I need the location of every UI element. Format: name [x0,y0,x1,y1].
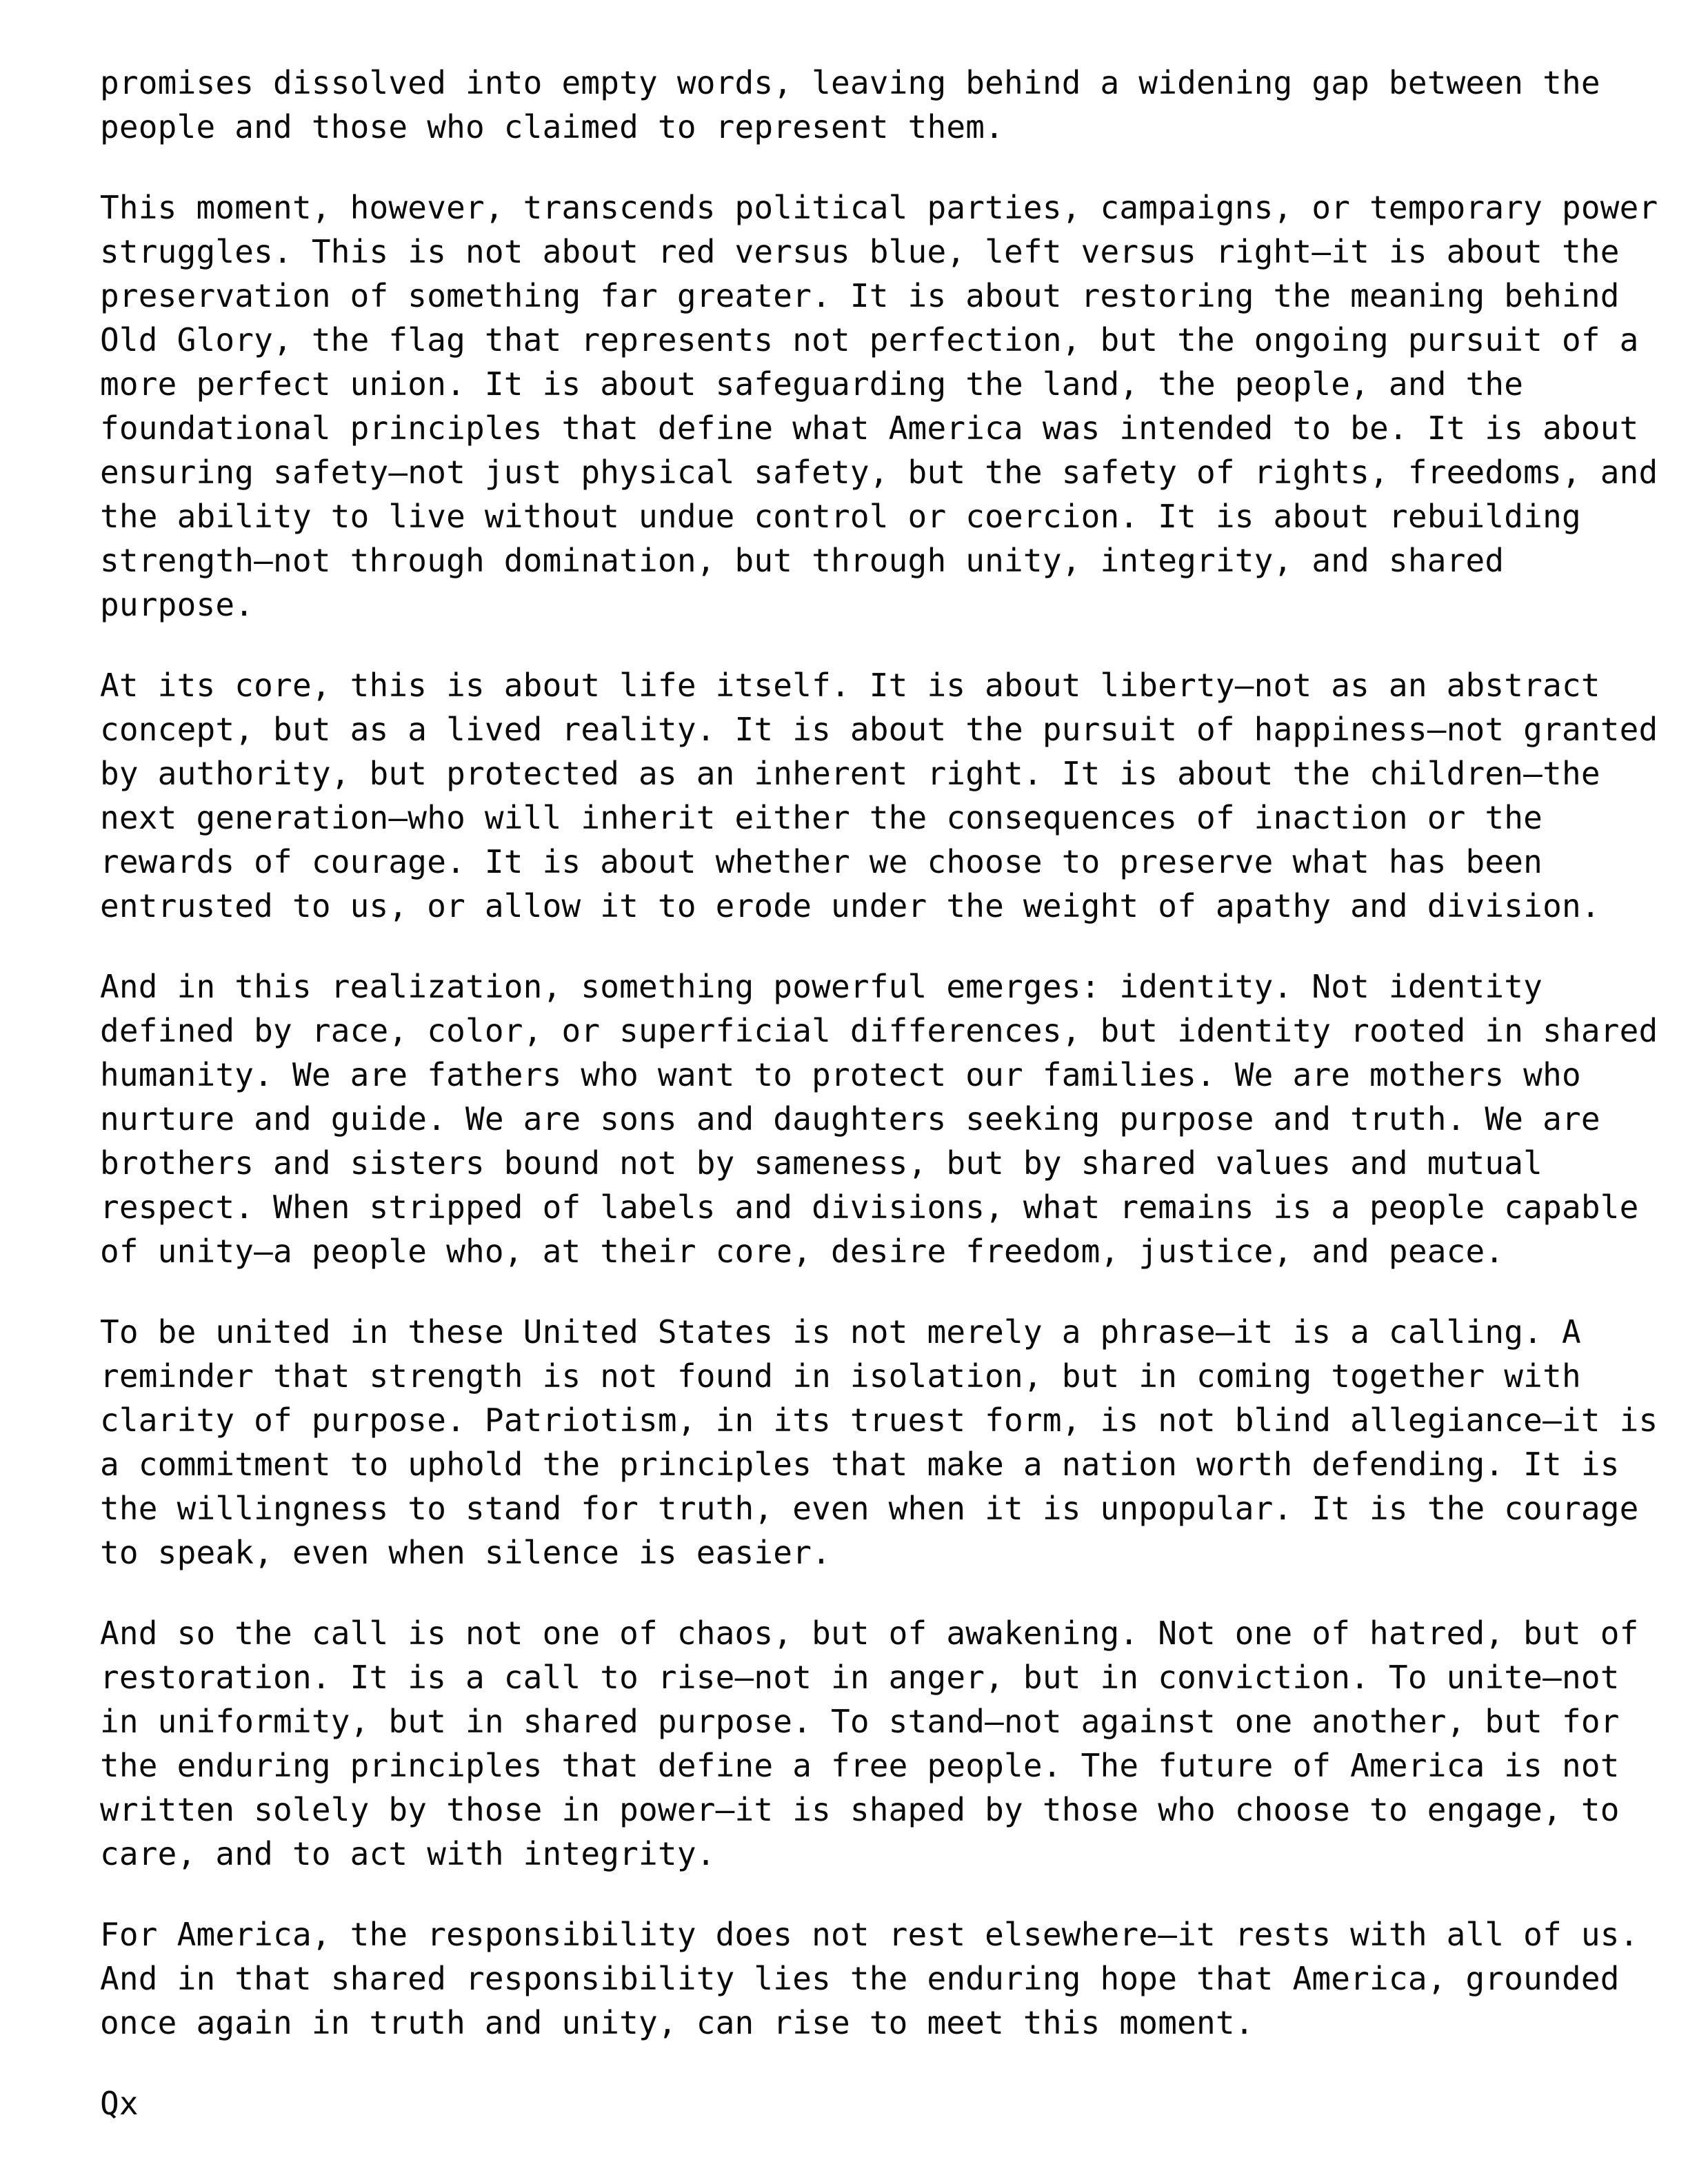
text-line: promises dissolved into empty words, leaving behind a widening gap between the [100,64,1600,101]
text-line: once again in truth and unity, can rise to meet this moment. [100,2004,1254,2041]
text-line: concept, but as a lived reality. It is about the pursuit of happiness—not granted [100,711,1658,748]
text-line: the enduring principles that define a free people. The future of America is not [100,1747,1620,1784]
text-line: a commitment to uphold the principles that make a nation worth defending. It is [100,1446,1620,1483]
text-line: written solely by those in power—it is shaped by those who choose to engage, to [100,1791,1620,1828]
text-line: foundational principles that define what America was intended to be. It is about [100,410,1639,447]
paragraph [100,61,1674,149]
paragraph [100,1912,1674,2045]
text-line: rewards of courage. It is about whether we choose to preserve what has been [100,843,1543,880]
text-line: reminder that strength is not found in isolation, but in coming together with [100,1357,1581,1395]
text-line: brothers and sisters bound not by sameness, but by shared values and mutual [100,1144,1543,1182]
text-line: For America, the responsibility does not rest elsewhere—it rests with all of us. [100,1916,1639,1953]
text-line: At its core, this is about life itself. It is about liberty—not as an abstract [100,667,1600,704]
text-line: Old Glory, the flag that represents not perfection, but the ongoing pursuit of a [100,321,1639,358]
text-line: entrusted to us, or allow it to erode under the weight of apathy and division. [100,887,1600,924]
text-line: next generation—who will inherit either the consequences of inaction or the [100,799,1543,836]
text-line: humanity. We are fathers who want to protect our families. We are mothers who [100,1056,1581,1093]
closing-signature: Qx [100,2085,139,2122]
paragraph [100,1310,1674,1575]
text-line: nurture and guide. We are sons and daughters seeking purpose and truth. We are [100,1100,1600,1138]
text-line: And so the call is not one of chaos, but of awakening. Not one of hatred, but of [100,1615,1639,1652]
text-line: the willingness to stand for truth, even when it is unpopular. It is the courage [100,1490,1639,1527]
text-line: to speak, even when silence is easier. [100,1534,831,1571]
text-line: people and those who claimed to represent them. [100,108,1005,145]
text-line: of unity—a people who, at their core, desire freedom, justice, and peace. [100,1233,1505,1270]
text-line: And in that shared responsibility lies the enduring hope that America, grounded [100,1960,1620,1997]
paragraph [100,964,1674,1273]
paragraph [100,185,1674,627]
text-line: purpose. [100,586,254,623]
text-line: in uniformity, but in shared purpose. To stand—not against one another, but for [100,1703,1620,1740]
text-line: preservation of something far greater. It is about restoring the meaning behind [100,277,1620,314]
text-line: respect. When stripped of labels and divisions, what remains is a people capable [100,1189,1639,1226]
document-text [100,61,1674,2045]
text-line: care, and to act with integrity. [100,1835,716,1872]
text-line: ensuring safety—not just physical safety, but the safety of rights, freedoms, and [100,454,1658,491]
paragraph [100,663,1674,928]
text-line: strength—not through domination, but through unity, integrity, and shared [100,542,1505,579]
text-line: clarity of purpose. Patriotism, in its truest form, is not blind allegiance—it is [100,1402,1658,1439]
paragraph [100,1611,1674,1876]
text-line: struggles. This is not about red versus blue, left versus right—it is about the [100,233,1620,270]
text-line: This moment, however, transcends political parties, campaigns, or temporary power [100,189,1658,226]
text-line: the ability to live without undue control or coercion. It is about rebuilding [100,498,1581,535]
text-line: To be united in these United States is not merely a phrase—it is a calling. A [100,1313,1581,1351]
text-line: restoration. It is a call to rise—not in anger, but in conviction. To unite—not [100,1659,1620,1696]
text-line: defined by race, color, or superficial differences, but identity rooted in shared [100,1012,1658,1049]
text-line: more perfect union. It is about safeguarding the land, the people, and the [100,365,1524,403]
text-line: by authority, but protected as an inherent right. It is about the children—the [100,755,1600,792]
text-line: And in this realization, something powerful emerges: identity. Not identity [100,968,1543,1005]
